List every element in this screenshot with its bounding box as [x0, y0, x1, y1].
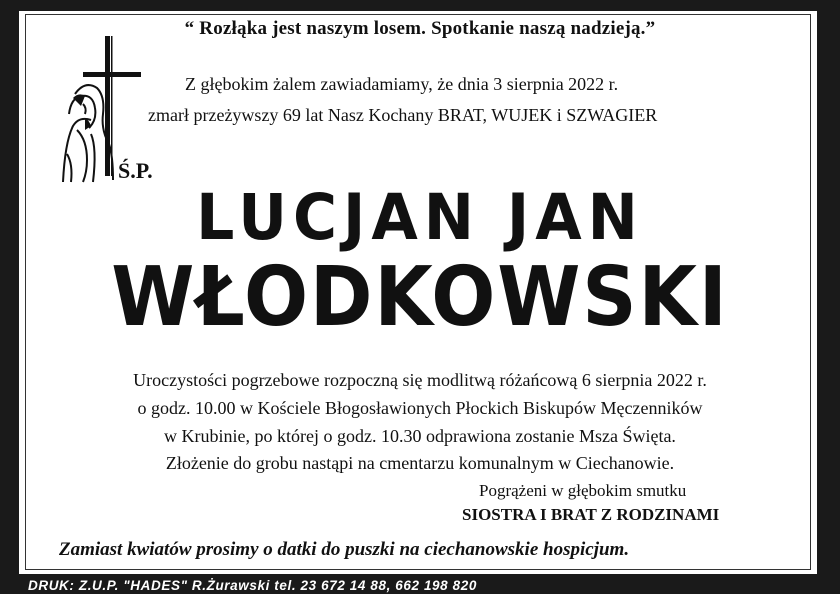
title-sp: Ś.P.	[118, 158, 153, 183]
motto: “ Rozłąka jest naszym losem. Spotkanie naszą nadzieją.”	[184, 18, 656, 39]
printer-footer: DRUK: Z.U.P. "HADES" R.Żurawski tel. 23 672 14 88, 662 198 820	[28, 578, 477, 593]
deceased-first-names: LUCJAN JAN	[196, 181, 644, 255]
funeral-line-1: Uroczystości pogrzebowe rozpoczną się modlitwą różańcową 6 sierpnia 2022 r.	[133, 370, 707, 390]
mourners-line-1: Pogrążeni w głębokim smutku	[479, 481, 687, 500]
announcement-line-1: Z głębokim żalem zawiadamiamy, że dnia 3 sierpnia 2022 r.	[185, 74, 619, 94]
announcement-line-2: zmarł przeżywszy 69 lat Nasz Kochany BRAT, WUJEK i SZWAGIER	[148, 105, 658, 125]
deceased-surname: WŁODKOWSKI	[111, 250, 729, 345]
donation-request: Zamiast kwiatów prosimy o datki do puszki na ciechanowskie hospicjum.	[59, 539, 630, 560]
funeral-line-2: o godz. 10.00 w Kościele Błogosławionych Płockich Biskupów Męczenników	[137, 398, 703, 418]
funeral-line-4: Złożenie do grobu nastąpi na cmentarzu komunalnym w Ciechanowie.	[165, 453, 675, 473]
mourners-line-2: SIOSTRA I BRAT Z RODZINAMI	[462, 505, 720, 524]
funeral-line-3: w Krubinie, po której o godz. 10.30 odprawiona zostanie Msza Święta.	[164, 426, 676, 446]
